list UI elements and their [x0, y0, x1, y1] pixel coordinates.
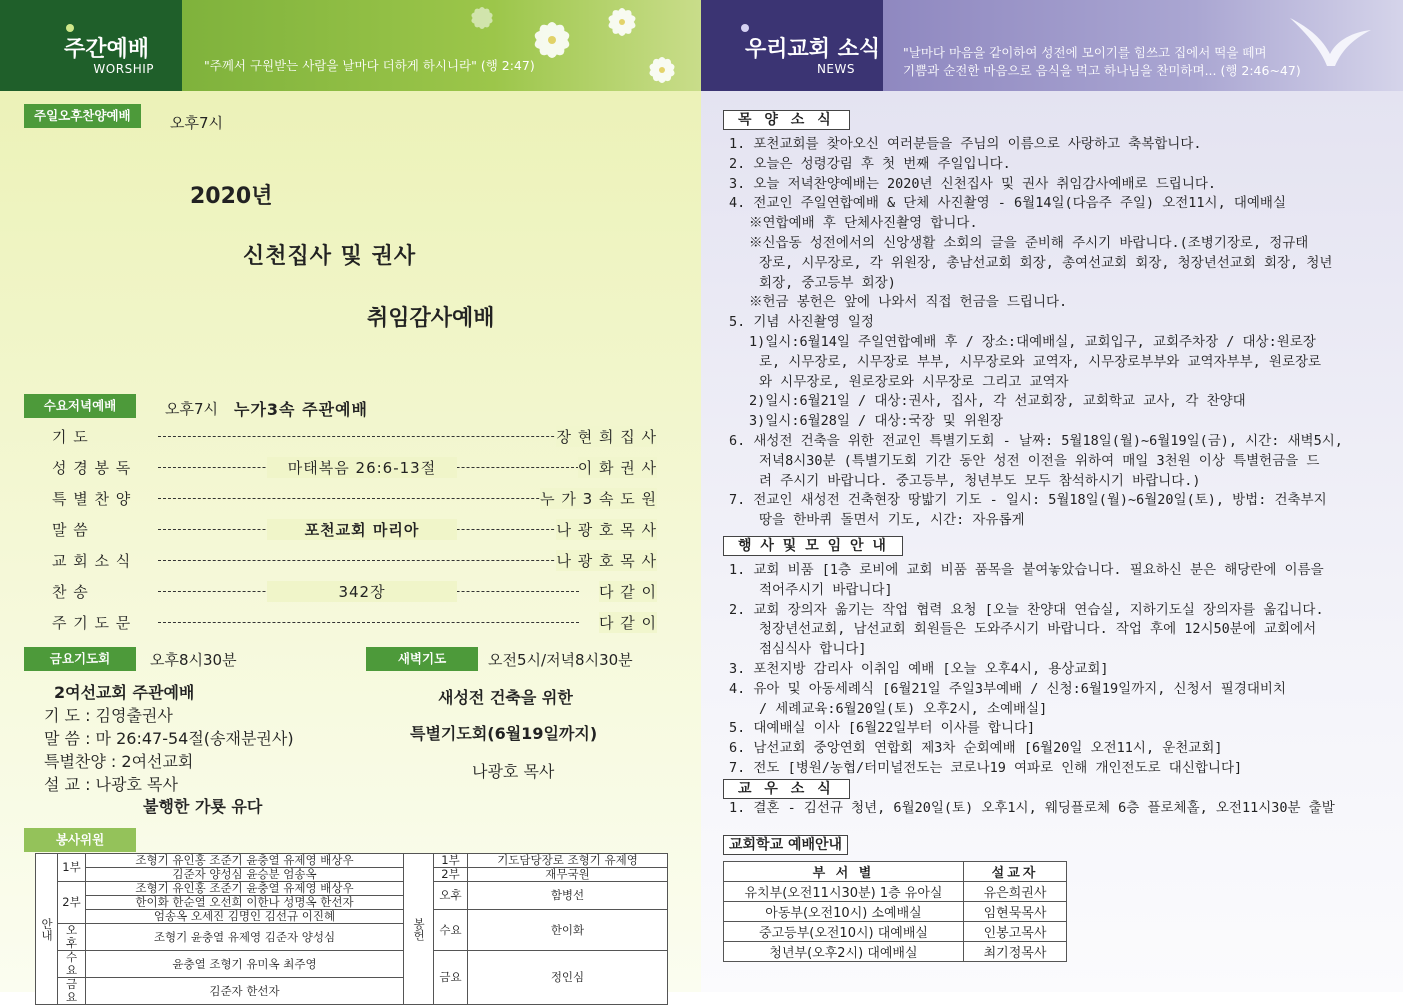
- school-dept: 중고등부(오전10시) 대예배실: [724, 922, 964, 942]
- news-line: 땅을 한바퀴 돌면서 기도, 시간: 자유롭게: [759, 512, 1025, 529]
- pastoral-news-heading: 목 양 소 식: [723, 110, 850, 130]
- program-leader: [158, 436, 579, 437]
- news-line: 와 시무장로, 원로장로와 시무장로 그리고 교역자: [759, 373, 1069, 390]
- worship-title: 주간예배: [64, 37, 150, 62]
- news-line: 4. 전교인 주일연합예배 & 단체 사진촬영 - 6월14일(다음주 주일) 오전11시, 대예배실: [729, 195, 1286, 212]
- news-line: 2)일시:6월21일 / 대상:권사, 집사, 각 선교회장, 교회학교 교사, 각 찬양대: [749, 393, 1246, 410]
- guide-members: 김준자 양성심 윤승분 엄송옥: [86, 868, 404, 882]
- news-header: [701, 0, 883, 91]
- guide-members: 윤충열 조형기 유미옥 최주영: [86, 951, 404, 978]
- program-row: [52, 612, 657, 632]
- news-line: 6. 남선교회 중앙연회 연합회 제3차 순회예배 [6월20일 오전11시, 운천교회]: [729, 740, 1223, 757]
- news-line: 5. 대예배실 이사 [6월22일부터 이사를 합니다]: [729, 720, 1036, 737]
- news-line: 5. 기념 사진촬영 일정: [729, 314, 874, 331]
- program-row: [52, 581, 657, 601]
- friday-line-special: 특별찬양 : 2여선교회: [44, 752, 194, 771]
- program-item: 주 기 도 문: [52, 614, 132, 632]
- program-detail: 342장: [267, 581, 457, 602]
- news-verse-line: "날마다 마음을 같이하여 성전에 모이기를 힘쓰고 집에서 떡을 떼며: [903, 45, 1267, 60]
- sunday-title-main: 신천집사 및 권사: [243, 244, 417, 269]
- wednesday-service-tag: 수요저녁예배: [24, 394, 136, 418]
- guide-members: 조형기 유인홍 조준기 윤충열 유제영 배상우: [86, 854, 404, 868]
- news-line: 점심식사 합니다]: [759, 641, 867, 658]
- news-line: 1. 결혼 - 김선규 청년, 6월20일(토) 오후1시, 웨딩플로체 6층 플로체홀, 오전11시30분 출발: [729, 800, 1335, 816]
- worship-verse: "주께서 구원받는 사람을 날마다 더하게 하시니라" (행 2:47): [204, 58, 535, 73]
- school-dept: 아동부(오전10시) 소예배실: [724, 902, 964, 922]
- program-role: 나 광 호 목 사: [556, 521, 657, 539]
- dawn-title-1: 새성전 건축을 위한: [438, 688, 573, 707]
- volunteer-row: [36, 854, 668, 868]
- wednesday-host: 누가3속 주관예배: [234, 400, 368, 419]
- news-line: 6. 새성전 건축을 위한 전교인 특별기도회 - 날짜: 5월18일(월)~6월19일(금), 시간: 새벽5시,: [729, 432, 1343, 449]
- offering-member: 정인심: [468, 951, 668, 1005]
- volunteer-row: [36, 951, 668, 978]
- sunday-service-time: 오후7시: [170, 114, 224, 132]
- volunteer-row: [36, 868, 668, 882]
- guide-service: 수요: [58, 951, 86, 978]
- events-list: [729, 561, 1369, 779]
- program-role: 나 광 호 목 사: [556, 552, 657, 570]
- school-row: [724, 942, 1067, 962]
- member-news-heading: 교 우 소 식: [723, 779, 850, 799]
- guide-members: 조형기 유인홍 조준기 윤충열 유제영 배상우: [86, 882, 404, 896]
- program-row: [52, 457, 657, 477]
- school-header-dept: 부 서 별: [724, 862, 964, 882]
- friday-line-word: 말 씀 : 마 26:47-54절(송재분권사): [44, 729, 294, 748]
- program-leader: [158, 498, 579, 499]
- news-verse: [903, 44, 1301, 80]
- sunday-title-service: 취임감사예배: [367, 306, 495, 331]
- program-item: 성 경 봉 독: [52, 459, 132, 477]
- news-line: 려 주시기 바랍니다. 중고등부, 청년부도 모두 참석하시기 바랍니다.): [759, 472, 1201, 489]
- friday-sermon-title: 불행한 가룟 유다: [143, 797, 263, 816]
- offering-service: 오후: [434, 882, 468, 910]
- program-detail: 마태복음 26:6-13절: [267, 457, 457, 478]
- news-line: 청장년선교회, 남선교회 회원들은 도와주시기 바랍니다. 작업 후에 12시50분에 교회에서: [759, 621, 1317, 638]
- news-line: 1)일시:6월14일 주일연합예배 후 / 장소:대예배실, 교회입구, 교회주차장 / 대상:원로장: [749, 333, 1316, 350]
- school-header-row: [724, 862, 1067, 882]
- program-item: 기 도: [52, 428, 89, 446]
- sunday-title-year: 2020년: [190, 184, 273, 209]
- school-preacher: 임현묵목사: [964, 902, 1067, 922]
- guide-service: 오후: [58, 924, 86, 951]
- program-row: [52, 519, 657, 539]
- offering-service: 금요: [434, 951, 468, 1005]
- school-dept: 유치부(오전11시30분) 1층 유아실: [724, 882, 964, 902]
- guide-service: 1부: [58, 854, 86, 882]
- header-dot: [741, 24, 749, 32]
- friday-line-prayer: 기 도 : 김영출권사: [44, 706, 173, 725]
- volunteer-table: [35, 853, 668, 1005]
- news-panel: [701, 91, 1403, 992]
- program-row: [52, 488, 657, 508]
- dawn-prayer-tag: 새벽기도: [366, 647, 478, 671]
- friday-line-sermon: 설 교 : 나광호 목사: [44, 775, 178, 794]
- news-line: 로, 시무장로, 시무장로 부부, 시무장로와 교역자, 시무장로부부와 교역자부부, 원로장로: [759, 353, 1322, 370]
- volunteer-tag: 봉사위원: [24, 828, 136, 852]
- offering-member: 함병선: [468, 882, 668, 910]
- news-banner: [883, 0, 1403, 91]
- header-dot: [66, 24, 74, 32]
- news-line: 4. 유아 및 아동세례식 [6월21일 주일3부예배 / 신청:6월19일까지, 신청서 필경대비치: [729, 680, 1286, 697]
- guide-label: 안내: [36, 854, 58, 1005]
- offering-label: 봉헌: [404, 854, 434, 1005]
- school-row: [724, 882, 1067, 902]
- offering-service: 2부: [434, 868, 468, 882]
- guide-members: 엄송옥 오세진 김명인 김선규 이진혜: [86, 910, 404, 924]
- news-title: 우리교회 소식: [745, 37, 881, 62]
- wednesday-service-time: 오후7시: [165, 400, 219, 418]
- news-line: ※신읍동 성전에서의 신앙생활 소회의 글을 준비해 주시기 바랍니다.(조병기장로, 정규태: [749, 234, 1309, 251]
- program-role: 장 현 희 집 사: [556, 428, 657, 446]
- friday-prayer-tag: 금요기도회: [24, 647, 136, 671]
- church-school-table: [723, 861, 1067, 962]
- program-item: 교 회 소 식: [52, 552, 132, 570]
- volunteer-row: [36, 882, 668, 896]
- flower-illustration: [182, 0, 701, 91]
- program-item: 특 별 찬 양: [52, 490, 132, 508]
- worship-banner: [182, 0, 701, 91]
- bird-icon: [1285, 10, 1375, 80]
- offering-service: 수요: [434, 910, 468, 951]
- program-role: 다 같 이: [598, 583, 657, 601]
- guide-members: 조형기 윤충열 유제영 김준자 양성심: [86, 924, 404, 951]
- school-row: [724, 902, 1067, 922]
- news-line: 7. 전교인 새성전 건축현장 땅밟기 기도 - 일시: 5월18일(월)~6월20일(토), 방법: 건축부지: [729, 492, 1327, 509]
- news-line: 1. 포천교회를 찾아오신 여러분들을 주님의 이름으로 사랑하고 축복합니다.: [729, 136, 1202, 152]
- news-verse-line: 기쁨과 순전한 마음으로 음식을 먹고 하나님을 찬미하며... (행 2:46~47): [903, 63, 1301, 78]
- news-line: ※헌금 봉헌은 앞에 나와서 직접 헌금을 드립니다.: [749, 294, 1068, 311]
- pastoral-news-list: [729, 135, 1369, 531]
- news-line: 회장, 중고등부 회장): [759, 274, 896, 291]
- program-item: 찬 송: [52, 583, 89, 601]
- news-line: 2. 오늘은 성령강림 후 첫 번째 주일입니다.: [729, 155, 1011, 172]
- news-line: 장로, 시무장로, 각 위원장, 총남선교회 회장, 총여선교회 회장, 청장년선교회 회장, 청년: [759, 254, 1333, 271]
- program-leader: [158, 560, 579, 561]
- school-preacher: 유은희권사: [964, 882, 1067, 902]
- program-item: 말 씀: [52, 521, 89, 539]
- school-preacher: 인봉고목사: [964, 922, 1067, 942]
- program-row: [52, 550, 657, 570]
- guide-service: 2부: [58, 882, 86, 924]
- dawn-prayer-time: 오전5시/저녁8시30분: [488, 651, 633, 669]
- guide-service: 금요: [58, 978, 86, 1005]
- school-header-preacher: 설교자: [964, 862, 1067, 882]
- news-line: 2. 교회 장의자 옮기는 작업 협력 요청 [오늘 찬양대 연습실, 지하기도실 장의자를 옮깁니다.: [729, 601, 1324, 618]
- program-row: [52, 426, 657, 446]
- dawn-speaker: 나광호 목사: [472, 762, 555, 781]
- school-heading: 교회학교 예배안내: [723, 835, 848, 855]
- events-heading: 행 사 및 모 임 안 내: [723, 536, 903, 556]
- news-line: 저녁8시30분 (특별기도회 기간 동안 성전 이전을 위하여 매일 3천원 이상 특별헌금을 드: [759, 452, 1320, 469]
- news-line: / 세례교육:6월20일(토) 오후2시, 소예배실]: [759, 700, 1048, 717]
- school-dept: 청년부(오후2시) 대예배실: [724, 942, 964, 962]
- program-leader: [158, 622, 579, 623]
- news-line: 1. 교회 비품 [1층 로비에 교회 비품 품목을 붙여놓았습니다. 필요하신 분은 해당란에 이름을: [729, 562, 1324, 578]
- program-role: 누 가 3 속 도 원: [540, 490, 657, 508]
- worship-header: [0, 0, 182, 91]
- news-line: ※연합예배 후 단체사진촬영 합니다.: [749, 215, 978, 232]
- sunday-service-tag: 주일오후찬양예배: [24, 104, 141, 128]
- news-line: 적어주시기 바랍니다]: [759, 581, 893, 598]
- offering-service: 1부: [434, 854, 468, 868]
- guide-members: 한이화 한순열 오선희 이한나 성명옥 한선자: [86, 896, 404, 910]
- news-line: 3. 오늘 저녁찬양예배는 2020년 신천집사 및 권사 취임감사예배로 드립니다.: [729, 175, 1217, 192]
- program-role: 다 같 이: [598, 614, 657, 632]
- school-preacher: 최기정목사: [964, 942, 1067, 962]
- program-role: 이 화 권 사: [577, 459, 657, 477]
- worship-subtitle: WORSHIP: [93, 62, 154, 76]
- guide-members: 김준자 한선자: [86, 978, 404, 1005]
- news-line: 3)일시:6월28일 / 대상:국장 및 위원장: [749, 413, 1004, 430]
- news-line: 3. 포천지방 감리사 이취임 예배 [오늘 오후4시, 용상교회]: [729, 660, 1109, 677]
- news-line: 7. 전도 [병원/농협/터미널전도는 코로나19 여파로 인해 개인전도로 대신합니다]: [729, 759, 1243, 776]
- volunteer-row: [36, 910, 668, 924]
- dawn-title-2: 특별기도회(6월19일까지): [410, 724, 598, 743]
- friday-prayer-time: 오후8시30분: [150, 651, 237, 669]
- news-subtitle: NEWS: [816, 62, 855, 76]
- school-row: [724, 922, 1067, 942]
- worship-panel: [0, 91, 701, 1004]
- offering-member: 한이화: [468, 910, 668, 951]
- friday-host: 2여선교회 주관예배: [54, 683, 195, 702]
- program-detail: 포천교회 마리아: [267, 519, 457, 540]
- offering-member: 기도담당장로 조형기 유제영: [468, 854, 668, 868]
- offering-member: 재무국원: [468, 868, 668, 882]
- member-news-list: [729, 799, 1369, 819]
